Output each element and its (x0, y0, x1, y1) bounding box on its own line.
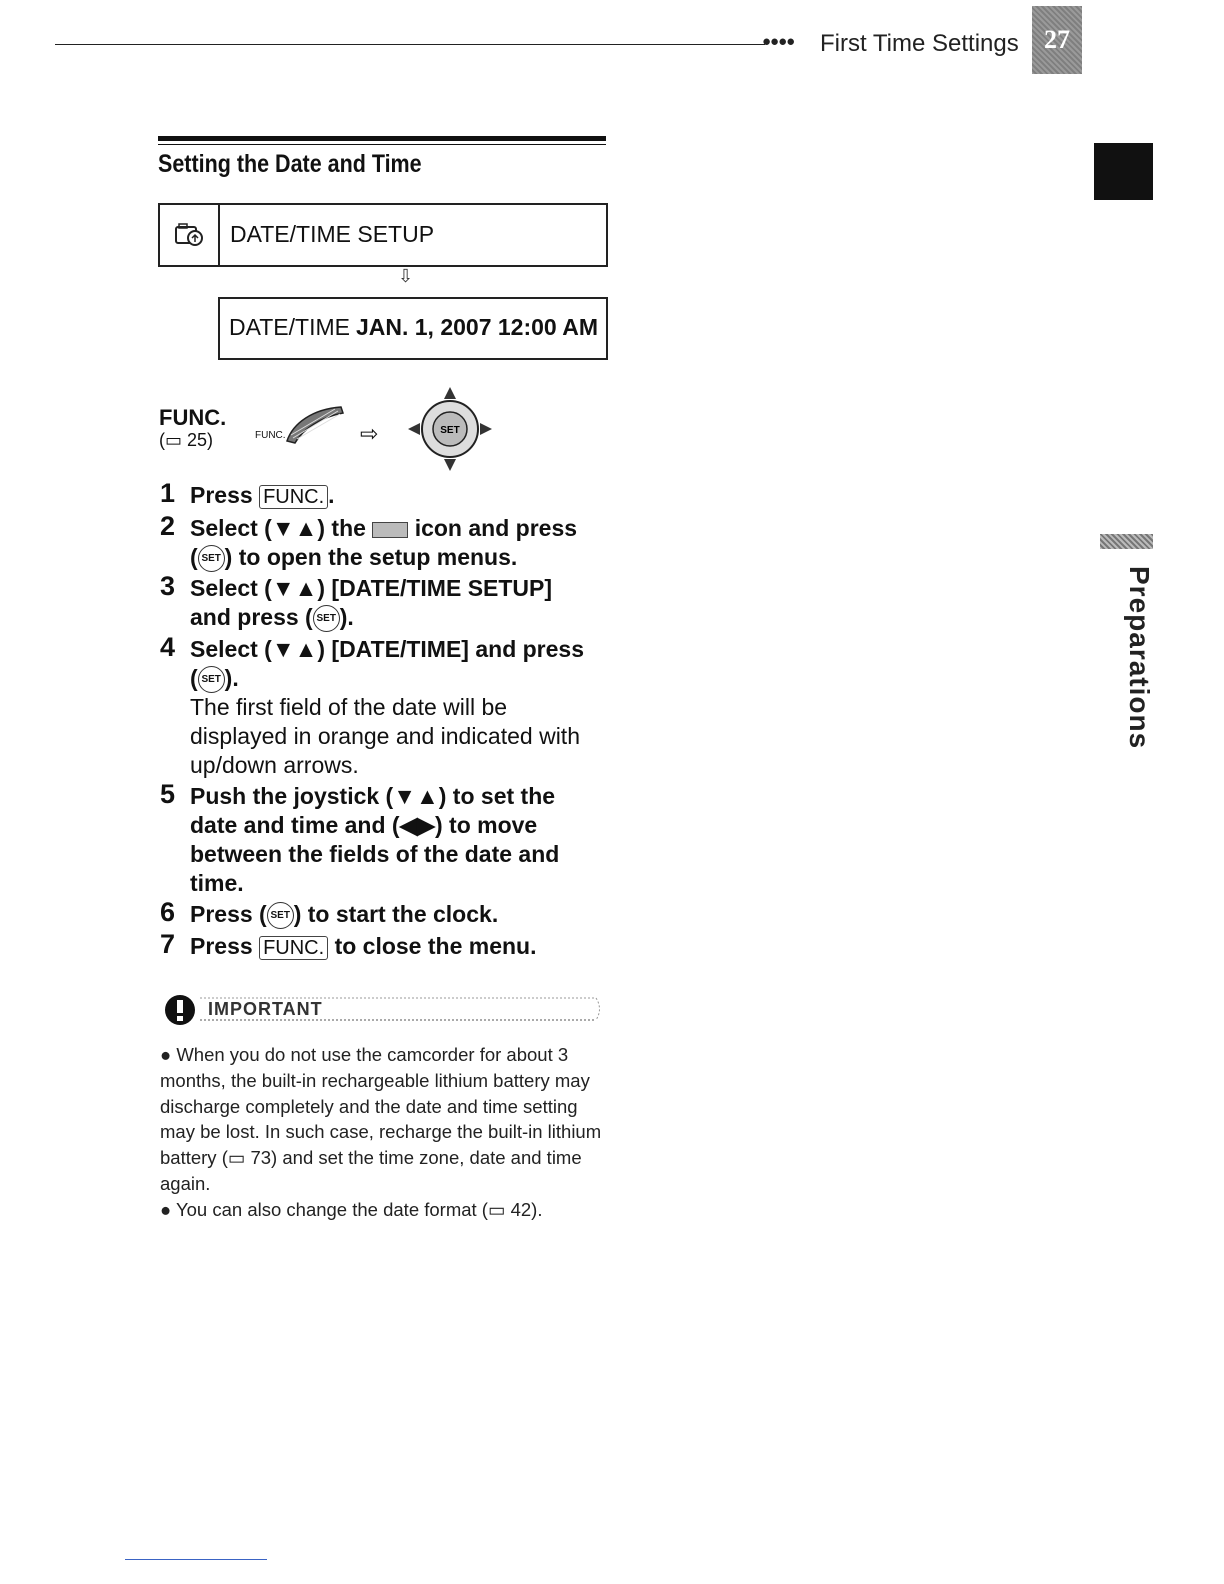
func-page-ref (159, 430, 213, 451)
set-button-icon: SET (198, 545, 225, 572)
chapter-tab-label: Preparations (1124, 566, 1155, 750)
func-label: FUNC. (159, 405, 227, 430)
date-time-label: DATE/TIME (229, 314, 350, 340)
important-notes (160, 1042, 610, 1223)
book-icon: ▭ (487, 1198, 506, 1220)
step-text: Select (▼▲) the icon and press ( SET ) to open the setup menus. (190, 514, 610, 572)
book-icon: ▭ (227, 1147, 246, 1169)
step-number: 5 (160, 779, 176, 809)
func-key: FUNC. (259, 485, 328, 509)
book-icon: (▭ (159, 430, 183, 450)
func-key: FUNC. (259, 936, 328, 960)
chapter-tab-block (1094, 143, 1153, 200)
set-button-icon: SET (313, 605, 340, 632)
up-down-arrows-icon: ▼▲ (271, 636, 318, 662)
page-number-box (1032, 6, 1082, 74)
footer-rule (125, 1559, 267, 1560)
menu-item-date-time-setup: DATE/TIME SETUP (230, 221, 435, 247)
step-number: 7 (160, 929, 176, 959)
menu-path-box-1 (158, 203, 608, 267)
func-button-icon (283, 405, 347, 450)
chapter-tab-strip (1100, 534, 1153, 549)
header-rule (55, 44, 765, 45)
section-rule (158, 136, 606, 141)
header-dots: ●●●● (762, 33, 795, 50)
down-arrow-icon: ⇩ (398, 266, 414, 286)
page-number: 27 (1044, 25, 1070, 54)
set-button-icon: SET (267, 902, 294, 929)
func-page-ref-text: 25) (182, 430, 214, 450)
section-rule-thin (158, 144, 606, 145)
note-2: ● You can also change the date format (▭ 42). (160, 1198, 543, 1220)
left-right-arrows-icon: ◀▶ (399, 812, 435, 838)
menu-path-box-2 (218, 297, 608, 360)
important-label: IMPORTANT (208, 999, 323, 1019)
step-number: 2 (160, 511, 176, 541)
step-text: Press FUNC. to close the menu. (190, 933, 537, 959)
up-down-arrows-icon: ▼▲ (271, 575, 318, 601)
step-text: Press FUNC. . (190, 482, 335, 508)
setup-menu-icon (160, 205, 220, 265)
step-text: Select (▼▲) [DATE/TIME] and press ( SET ). The first field of the date will be displayed in orange and indicated with up/down arrows. (190, 635, 610, 780)
step-number: 4 (160, 632, 176, 662)
date-time-value: JAN. 1, 2007 12:00 AM (355, 314, 599, 340)
step-text: Select (▼▲) [DATE/TIME SETUP] and press ( SET ). (190, 574, 610, 632)
set-button-icon: SET (198, 666, 225, 693)
up-down-arrows-icon: ▼▲ (393, 783, 439, 809)
step-text: Press ( SET ) to start the clock. (190, 900, 610, 929)
header-title: First Time Settings (820, 30, 1019, 57)
svg-text:SET: SET (440, 425, 460, 436)
bullet-icon: ● (160, 1044, 172, 1065)
right-arrow-icon: ⇨ (360, 421, 379, 446)
step-text: Push the joystick (▼▲) to set the date and time and (◀▶) to move between the fields of the date and time. (190, 783, 560, 896)
joystick-icon (406, 385, 494, 478)
bullet-icon: ● (160, 1198, 172, 1220)
setup-menu-icon (372, 522, 408, 538)
step-number: 3 (160, 571, 176, 601)
up-down-arrows-icon: ▼▲ (271, 515, 318, 541)
func-small-label: FUNC. (255, 430, 286, 441)
section-title: Setting the Date and Time (158, 150, 422, 178)
menu-item-date-time (229, 314, 598, 341)
step-number: 1 (160, 478, 176, 508)
step-number: 6 (160, 897, 176, 927)
step-description: The first field of the date will be displayed in orange and indicated with up/down arrows. (190, 694, 580, 779)
note-1: ● When you do not use the camcorder for about 3 months, the built-in rechargeable lithium battery may discharge completely and the date and time setting may be lost. In such case, recharge the built-in lithium battery (▭ 73) and set the time zone, date and time again. (160, 1044, 602, 1194)
